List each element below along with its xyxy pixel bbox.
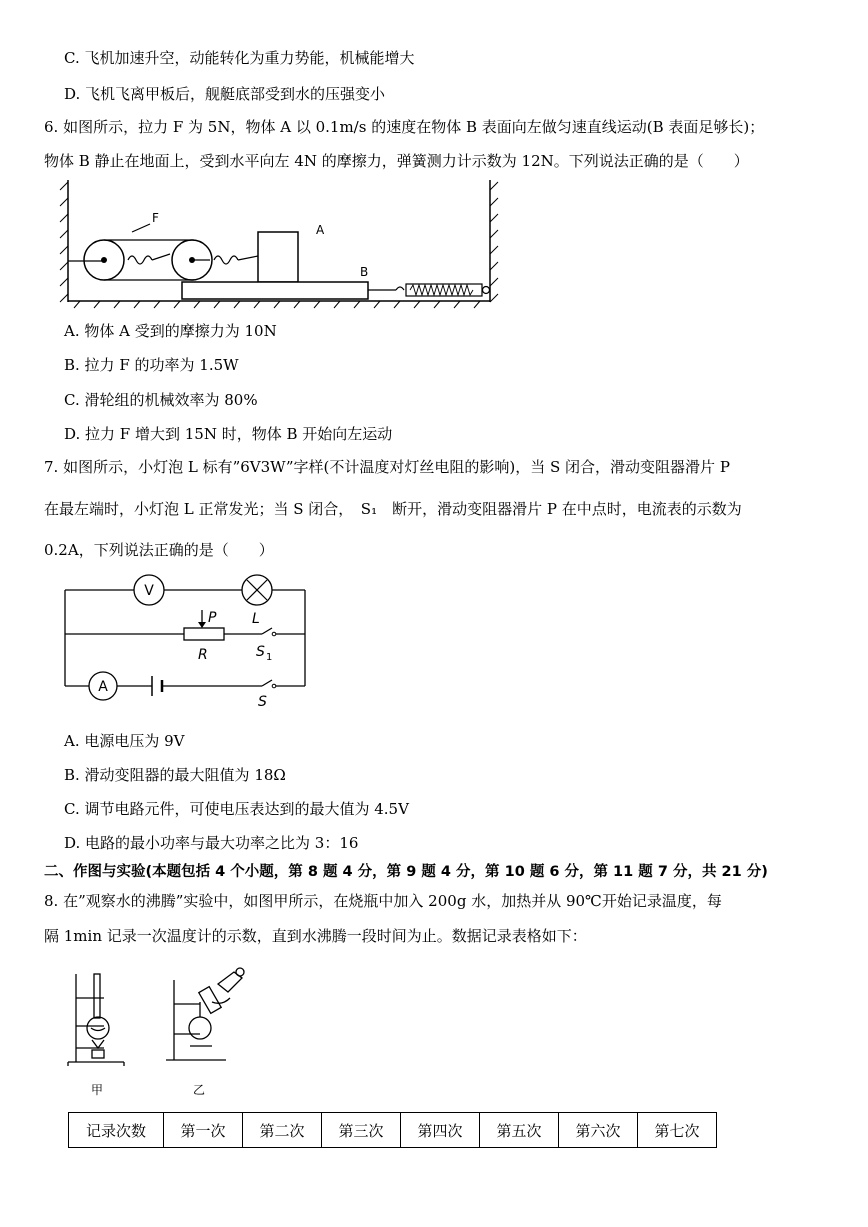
q8-stem-line1: 8. 在”观察水的沸腾”实验中，如图甲所示，在烧瓶中加入 200g 水，加热并从 90℃开始记录温度，每 [44,892,722,910]
apparatus-jia-figure [62,968,132,1068]
caption-yi: 乙 [193,1083,206,1097]
block-b [182,282,368,299]
q7-stem-line2: 在最左端时，小灯泡 L 正常发光；当 S 闭合， S₁ 断开，滑动变阻器滑片 P 在中点时，电流表的示数为 [44,500,742,518]
table-header-cell: 第四次 [401,1113,480,1148]
label-v: V [144,583,154,599]
table-header-cell: 第五次 [480,1113,559,1148]
label-r: R [198,647,208,663]
q6-option-a: A. 物体 A 受到的摩擦力为 10N [64,322,277,340]
q6-stem-line1: 6. 如图所示，拉力 F 为 5N，物体 A 以 0.1m/s 的速度在物体 B 表面向左做匀速直线运动(B 表面足够长)； [44,118,765,136]
q8-stem-line2: 隔 1min 记录一次温度计的示数，直到水沸腾一段时间为止。数据记录表格如下： [44,927,587,945]
switch-s [262,680,272,686]
table-header-cell: 记录次数 [69,1113,164,1148]
rheostat-symbol [184,628,224,640]
q6-option-b: B. 拉力 F 的功率为 1.5W [64,356,239,374]
q6-stem-line2: 物体 B 静止在地面上，受到水平向左 4N 的摩擦力，弹簧测力计示数为 12N。下列说法正确的是（ ） [44,152,749,170]
section2-heading: 二、作图与实验(本题包括 4 个小题，第 8 题 4 分，第 9 题 4 分，第 10 题 6 分，第 11 题 7 分，共 21 分) [44,864,768,880]
label-f: F [152,211,159,225]
table-header-cell: 第二次 [243,1113,322,1148]
table-header-cell: 第六次 [559,1113,638,1148]
table-header-cell: 第三次 [322,1113,401,1148]
record-table [68,1112,717,1148]
q5-option-c: C. 飞机加速升空，动能转化为重力势能，机械能增大 [64,49,415,67]
table-header-cell: 第七次 [638,1113,717,1148]
q7-option-d: D. 电路的最小功率与最大功率之比为 3：16 [64,834,359,852]
label-p: P [208,610,217,626]
switch-s1 [262,628,272,634]
label-b: B [360,265,369,279]
label-ammeter: A [98,679,108,695]
apparatus-yi-figure [160,962,250,1062]
label-s1-sub: 1 [266,652,273,663]
q7-option-b: B. 滑动变阻器的最大阻值为 18Ω [64,766,286,784]
table-row [69,1113,717,1148]
q6-pulley-figure [60,180,500,310]
table-header-cell: 第一次 [164,1113,243,1148]
label-a: A [316,223,325,237]
q6-option-c: C. 滑轮组的机械效率为 80% [64,391,258,409]
q7-option-a: A. 电源电压为 9V [64,732,185,750]
label-s1: S [256,644,265,660]
q7-option-c: C. 调节电路元件，可使电压表达到的最大值为 4.5V [64,800,409,818]
q7-circuit-figure [62,572,322,710]
caption-jia: 甲 [91,1083,104,1097]
q7-stem-line1: 7. 如图所示，小灯泡 L 标有”6V3W”字样(不计温度对灯丝电阻的影响)，当 S 闭合，滑动变阻器滑片 P [44,458,730,476]
label-l: L [252,611,260,627]
force-arrow [132,224,150,232]
q5-option-d: D. 飞机飞离甲板后，舰艇底部受到水的压强变小 [64,85,386,103]
label-s: S [258,694,267,710]
block-a [258,232,298,282]
q6-option-d: D. 拉力 F 增大到 15N 时，物体 B 开始向左运动 [64,425,393,443]
q7-stem-line3: 0.2A，下列说法正确的是（ ） [44,541,274,559]
